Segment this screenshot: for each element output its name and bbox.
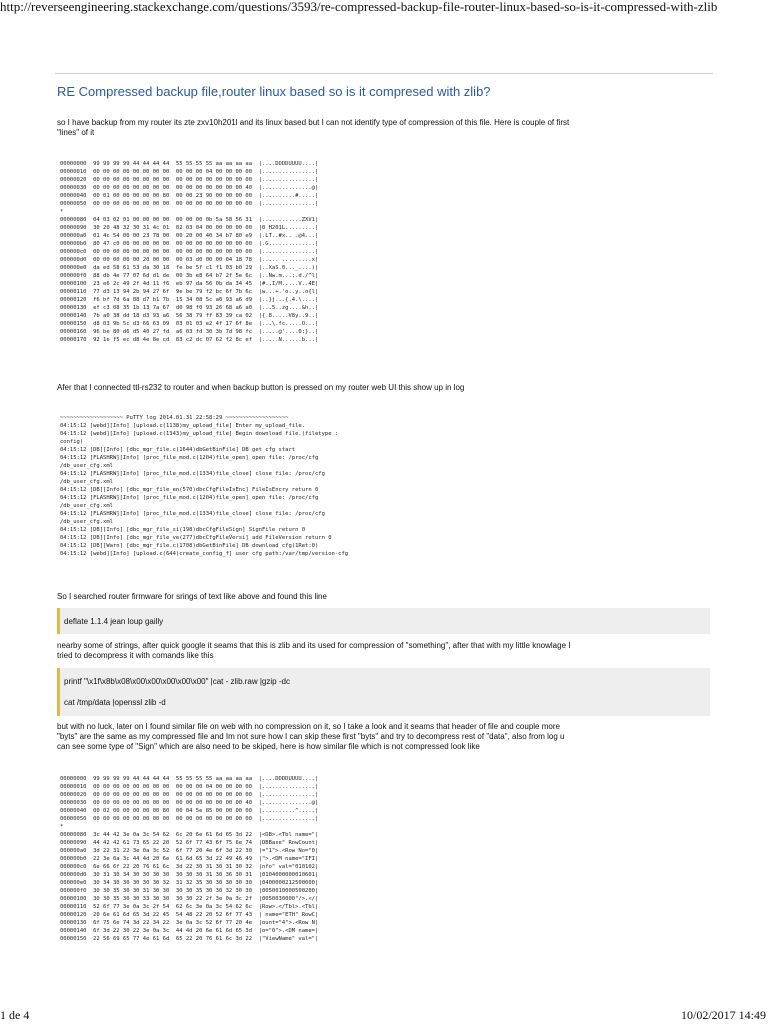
question-title[interactable]: RE Compressed backup file,router linux based so is it compresed with zlib? (57, 84, 491, 99)
deflate-line: deflate 1.1.4 jean loup gailly (64, 617, 164, 626)
page-url: http://reverseengineering.stackexchange.com/questions/3593/re-compressed-backup-file-router-linux-based-so-is-it-compressed-with-zlib (0, 0, 718, 14)
command-openssl: cat /tmp/data |openssl zlib -d (64, 698, 166, 707)
intro-paragraph: so I have backup from my router its zte zxv10h201l and its linux based but I can not identify type of compression of this file. Here is couple of first "lines" of it (57, 118, 570, 137)
command-gzip: printf "\x1f\x8b\x08\x00\x00\x00\x00\x00" |cat - zlib.raw |gzip -dc (64, 677, 290, 686)
hexdump-compressed: 00000000 99 99 99 99 44 44 44 44 55 55 55 55 aa aa aa aa |....DDDDUUUU....| 00000010 00 00 00 00 00 00 00 00 00 00 00 04 00 00 00 00 |................| 00000020 00 00 00 00 00 00 00 00 00 00 00 00 00 00 00 00 |................| 00000030 00 00 00 00 00 00 00 00 00 00 00 00 00 00 00 40 |...............@| 00000040 00 01 00 00 00 00 00 80 00 00 23 90 00 00 00 00 |..........#.....| 00000050 00 00 00 00 00 00 00 00 00 00 00 00 00 00 00 00 |................| * 00000080 04 03 02 01 00 00 00 00 00 00 00 0b 5a 58 56 31 |............ZXV1| 00000090 30 20 48 32 30 31 4c 01 02 03 04 00 00 00 00 00 |0 H201L.........| 000000a0 01 4c 54 00 00 23 78 00 00 20 00 40 34 b7 80 e9 |.LT..#x.. .@4...| 000000b0 80 47 c0 00 00 00 00 00 00 00 00 00 00 00 00 00 |.G..............| 000000c0 00 00 00 00 00 00 00 00 00 00 00 00 00 00 00 00 |................| 000000d0 00 00 00 00 00 20 00 00 00 03 d0 00 00 04 18 78 |..... .........x| 000000e0 da ed 58 61 53 da 30 18 fe be 5f c1 f1 03 b0 29 |..XaS.0..._....)| 000000f0 88 db 4e 77 07 6d d1 de 00 3b e8 64 b7 2f 5e 6c |..Nw.m...;.d./^l| 00000100 23 e6 2c 49 2f 4d 11 f6 eb 97 da 56 0b da 34 45 |#.,I/M.....V..4E| 00000110 77 d3 13 94 2b 94 27 6f 9e be 79 f2 bc 6f 7b 6c |w...+.'o..y..o{l| 00000120 f6 bf 7d 6a 88 d7 b1 7b 15 34 08 5c a0 93 a6 d9 |..}j...{.4.\....| 00000130 ef c3 08 35 1b 13 7a 67 d0 98 f0 93 26 68 a6 a0 |...5..zg....&h..| 00000140 7b a0 38 dd 18 d3 93 a6 56 38 79 ff 83 39 ca 02 |{.8.....V8y..9..| 00000150 d8 03 9b 5c d3 66 63 09 03 01 03 e2 4f 17 6f 8e |...\.fc.....O...| 00000160 96 be 80 d6 d5 40 27 fd a6 03 fd 30 3b 7d 98 fc |.....@'....0;}..| 00000170 92 1e f5 ec d8 4e 8e cd 83 c2 dc 07 62 f2 8c ef |.....N......b...| (60, 161, 319, 343)
page-number: 1 de 4 (0, 1008, 30, 1022)
header-divider (55, 73, 713, 74)
putty-log: ~~~~~~~~~~~~~~~~~~~ PuTTY log 2014.01.31 22:58:29 ~~~~~~~~~~~~~~~~~~~ 04:15:12 [webd][Info] [upload.c(1138)my_upload_file] Enter my_upload_file. 04:15:12 [webd][Info] [upload.c(1343)my_upload_file] Begin download file.(filetype : config) 04:15:12 [DB][Info] [dbc_mgr_file.c(1644)dbGetBinFile] DB get cfg start 04:15:12 [FLASHRW][Info] [proc_file_mod.c(1204)file_open] open file: /proc/cfg /db_user_cfg.xml 04:15:12 [FLASHRW][Info] [proc_file_mod.c(1334)file_close] close file: /proc/cfg /db_user_cfg.xml 04:15:12 [DB][Info] [dbc_mgr_file_en(570)dbcCfgFileIsEnc] FileIsEncry return 0 04:15:12 [FLASHRW][Info] [proc_file_mod.c(1204)file_open] open file: /proc/cfg /db_user_cfg.xml 04:15:12 [FLASHRW][Info] [proc_file_mod.c(1334)file_close] close file: /proc/cfg /db_user_cfg.xml 04:15:12 [DB][Info] [dbc_mgr_file_si(198)dbcCfgFileSign] SignFile return 0 04:15:12 [DB][Info] [dbc_mgr_file_ve(277)dbcCfgFileVersi] add FileVersion return 0 04:15:12 [DB][Warn] [dbc_mgr_file.c(1708)dbGetBinFile] DB download cfg(1Ret:0) 04:15:12 [webd][Info] [upload.c(644)create_config_f] user cfg path:/var/tmp/version-cfg (60, 415, 349, 557)
hexdump-uncompressed: 00000000 99 99 99 99 44 44 44 44 55 55 55 55 aa aa aa aa |....DDDDUUUU....| 00000010 00 00 00 00 00 00 00 00 00 00 00 04 00 00 00 00 |................| 00000020 00 00 00 00 00 00 00 00 00 00 00 00 00 00 00 00 |................| 00000030 00 00 00 00 00 00 00 00 00 00 00 00 00 00 00 40 |...............@| 00000040 00 02 00 00 00 00 00 80 00 04 5e 85 00 00 00 00 |..........^.....| 00000050 00 00 00 00 00 00 00 00 00 00 00 00 00 00 00 00 |................| * 00000080 3c 44 42 3e 0a 3c 54 62 6c 20 6e 61 6d 65 3d 22 |<DB>.<Tbl name="| 00000090 44 42 42 61 73 65 22 20 52 6f 77 43 6f 75 6e 74 |DBBase" RowCount| 000000a0 3d 22 31 22 3e 0a 3c 52 6f 77 20 4e 6f 3d 22 30 |="1">.<Row No="0| 000000b0 22 3e 0a 3c 44 4d 20 6e 61 6d 65 3d 22 49 46 49 |">.<DM name="IFI| 000000c0 6e 66 6f 22 20 76 61 6c 3d 22 30 31 30 31 30 32 |nfo" val="010102| 000000d0 30 31 30 34 30 30 30 30 30 30 30 31 30 36 30 31 |0104000000010601| 000000e0 30 34 30 30 30 30 30 32 31 32 35 30 30 30 30 30 |0400000212500000| 000000f0 30 30 35 30 30 31 30 30 30 30 35 30 30 32 30 30 |0050010000500200| 00000100 30 30 35 30 30 33 30 30 30 30 22 2f 3e 0a 3c 2f |0050030000"/>.</| 00000110 52 6f 77 3e 0a 3c 2f 54 62 6c 3e 0a 3c 54 62 6c |Row>.</Tbl>.<Tbl| 00000120 20 6e 61 6d 65 3d 22 45 54 48 22 20 52 6f 77 43 | name="ETH" RowC| 00000130 6f 75 6e 74 3d 22 34 22 3e 0a 3c 52 6f 77 20 4e |ount="4">.<Row N| 00000140 6f 3d 22 30 22 3e 0a 3c 44 4d 20 6e 61 6d 65 3d |o="0">.<DM name=| 00000150 22 56 69 65 77 4e 61 6d 65 22 20 76 61 6c 3d 22 |"ViewName" val="| (60, 776, 319, 942)
after-connect-paragraph: Afer that I connected ttl-rs232 to router and when backup button is pressed on my router web UI this show up in log (57, 383, 465, 392)
no-luck-paragraph: but with no luck, later on I found similar file on web with no compression on it, so I take a look and it seams that header of file and couple more "byts" are the same as my compressed file and Im not sure how I can skip these first "byts" and try to decompress rest of "data", also from log u can see some type of "Sign" which are also need to be skiped, here is how similar file which is not compressed look like (57, 722, 565, 751)
print-datetime: 10/02/2017 14:49 (680, 1008, 766, 1022)
command-block (57, 668, 710, 716)
searched-paragraph: So I searched router firmware for srings of text like above and found this line (57, 592, 327, 601)
nearby-paragraph: nearby some of strings, after quick google it seams that this is zlib and its used for compression of "something", after that with my little knowlage I tried to decompress it with comands like this (57, 641, 571, 660)
